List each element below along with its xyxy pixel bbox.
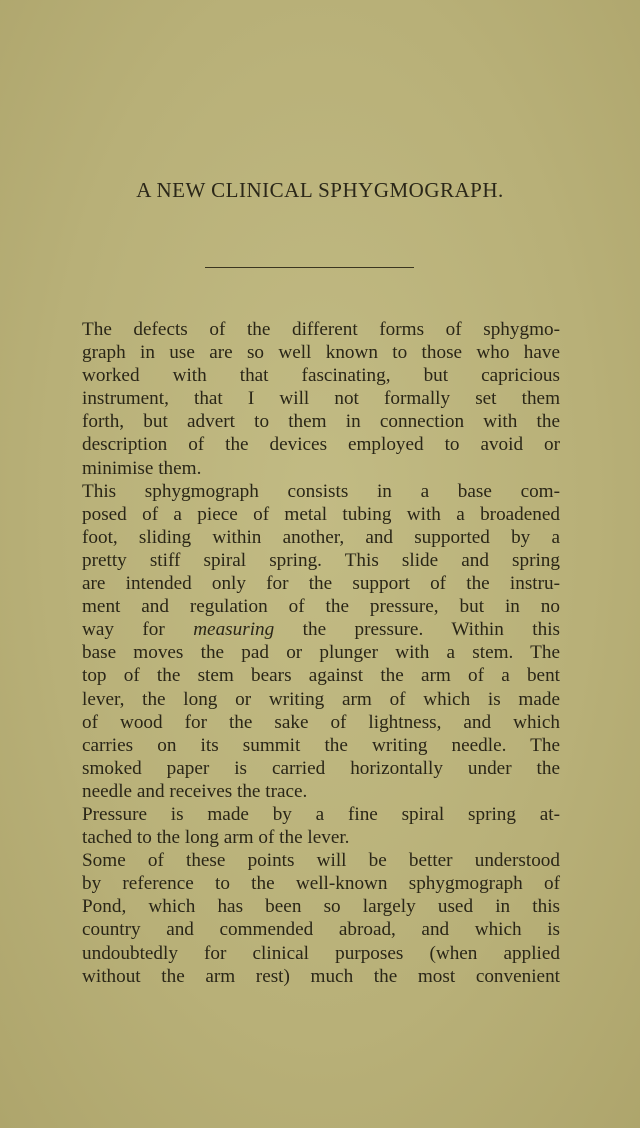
text-line: lever, the long or writing arm of which is made	[82, 688, 560, 710]
text-segment: way for	[82, 619, 194, 641]
text-line: Pressure is made by a fine spiral spring at-	[82, 803, 560, 825]
text-line: without the arm rest) much the most convenient	[82, 965, 560, 987]
text-line: instrument, that I will not formally set them	[82, 388, 560, 410]
text-line: by reference to the well-known sphygmograph of	[82, 873, 560, 895]
body-text	[82, 318, 560, 988]
text-line: ment and regulation of the pressure, but in no	[82, 596, 560, 618]
text-line: undoubtedly for clinical purposes (when applied	[82, 942, 560, 964]
text-line: forth, but advert to them in connection with the	[82, 411, 560, 433]
text-line: are intended only for the support of the instru-	[82, 573, 560, 595]
page-title: A NEW CLINICAL SPHYGMOGRAPH.	[136, 178, 504, 202]
text-line: worked with that fascinating, but capricious	[82, 365, 560, 387]
text-line: of wood for the sake of lightness, and which	[82, 711, 560, 733]
text-line: minimise them.	[82, 457, 202, 479]
text-line: This sphygmograph consists in a base com-	[82, 480, 560, 502]
text-line: country and commended abroad, and which is	[82, 919, 560, 941]
text-line: needle and receives the trace.	[82, 780, 308, 802]
italic-text-segment: measuring	[193, 619, 275, 641]
text-line: Pond, which has been so largely used in this	[82, 896, 560, 918]
text-line: tached to the long arm of the lever.	[82, 827, 350, 849]
text-line: pretty stiff spiral spring. This slide and spring	[82, 549, 560, 571]
text-line: top of the stem bears against the arm of a bent	[82, 665, 560, 687]
text-line	[82, 618, 560, 641]
text-line: posed of a piece of metal tubing with a broadened	[82, 503, 560, 525]
text-line: graph in use are so well known to those who have	[82, 342, 560, 364]
text-line: Some of these points will be better understood	[82, 850, 560, 872]
text-line: base moves the pad or plunger with a stem. The	[82, 642, 560, 664]
text-segment: the pressure. Within this	[274, 619, 560, 641]
text-line: foot, sliding within another, and supported by a	[82, 526, 560, 548]
text-line: description of the devices employed to avoid or	[82, 434, 560, 456]
text-line: carries on its summit the writing needle. The	[82, 734, 560, 756]
title-divider-rule	[205, 267, 414, 268]
text-line: smoked paper is carried horizontally under the	[82, 757, 560, 779]
text-line: The defects of the different forms of sphygmo-	[82, 319, 560, 340]
